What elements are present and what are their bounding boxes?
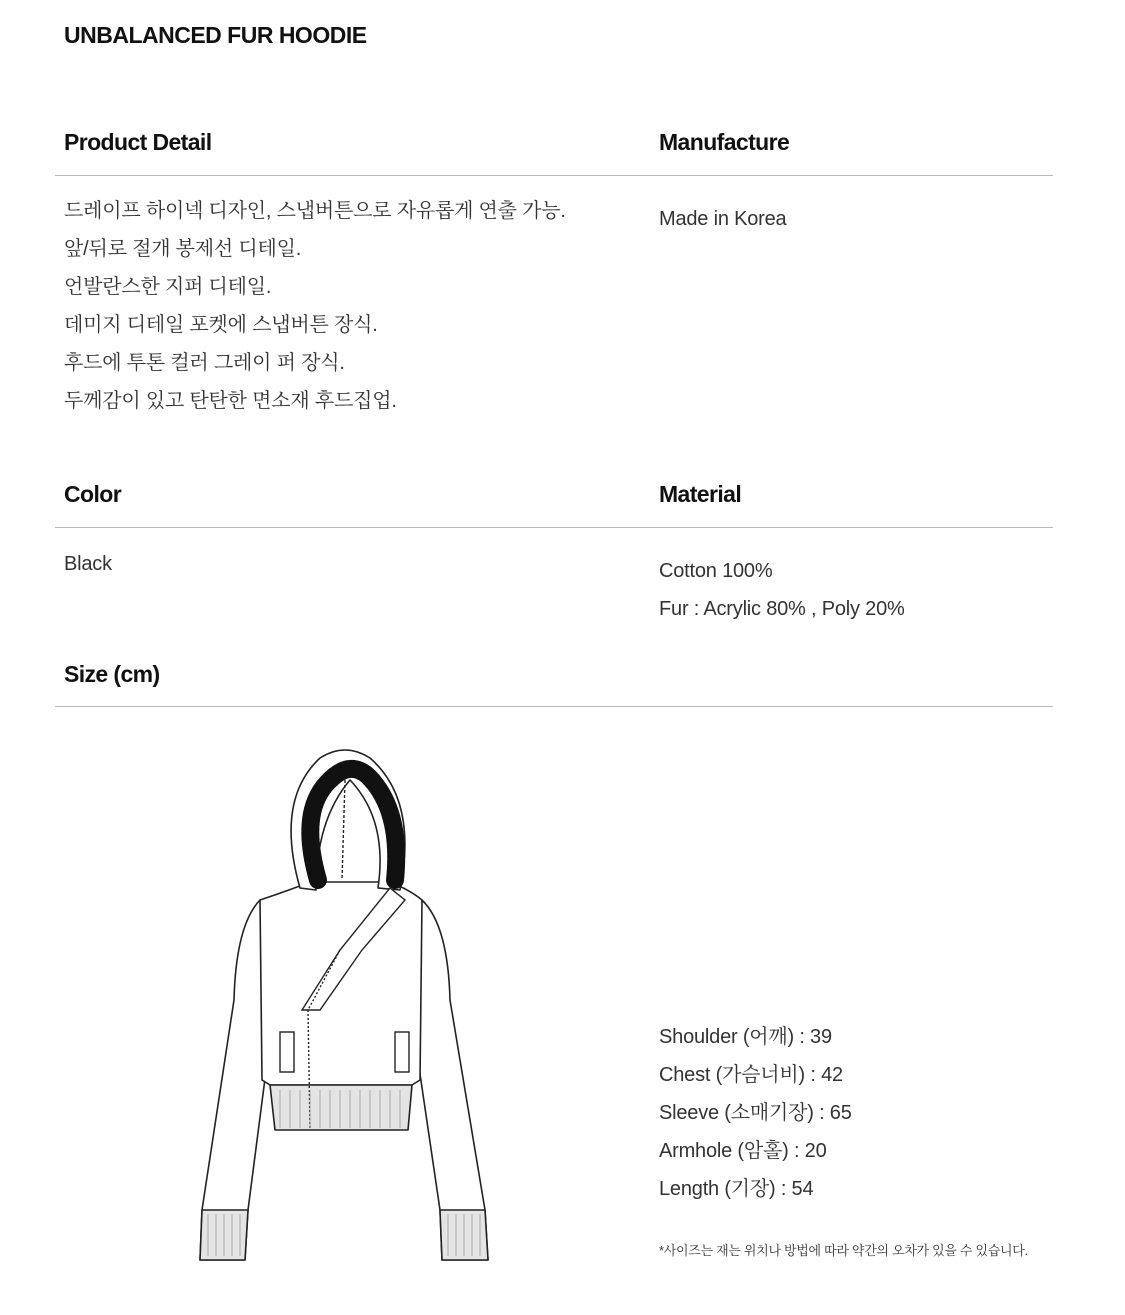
product-detail-line: 앞/뒤로 절개 봉제선 디테일. xyxy=(64,238,302,260)
hoodie-sketch-image xyxy=(190,740,500,1270)
product-detail-line: 드레이프 하이넥 디자인, 스냅버튼으로 자유롭게 연출 가능. xyxy=(64,200,566,222)
material-heading: Material xyxy=(659,481,742,507)
product-detail-line: 데미지 디테일 포켓에 스냅버튼 장식. xyxy=(64,314,378,336)
divider xyxy=(55,527,1053,528)
size-measurement: Sleeve (소매기장) : 65 xyxy=(659,1102,852,1124)
material-list xyxy=(659,552,905,628)
left-sleeve xyxy=(200,900,270,1260)
product-detail-heading: Product Detail xyxy=(64,129,212,155)
product-detail-line: 후드에 투톤 컬러 그레이 퍼 장식. xyxy=(64,352,345,374)
color-heading: Color xyxy=(64,481,122,507)
material-line: Cotton 100% xyxy=(659,560,773,582)
manufacture-value: Made in Korea xyxy=(659,208,787,230)
divider xyxy=(55,706,1053,707)
size-measurement: Length (기장) : 54 xyxy=(659,1178,814,1200)
left-pocket xyxy=(280,1032,294,1072)
divider xyxy=(55,175,1053,176)
manufacture-heading: Manufacture xyxy=(659,129,790,155)
color-value: Black xyxy=(64,553,112,575)
waistband xyxy=(270,1085,412,1130)
size-measurements xyxy=(659,1018,852,1208)
size-heading: Size (cm) xyxy=(64,661,160,687)
product-detail-line: 두께감이 있고 탄탄한 면소재 후드집업. xyxy=(64,390,397,412)
size-measurement: Chest (가슴너비) : 42 xyxy=(659,1064,843,1086)
product-title: UNBALANCED FUR HOODIE xyxy=(64,22,367,48)
right-pocket xyxy=(395,1032,409,1072)
size-measurement: Shoulder (어깨) : 39 xyxy=(659,1026,832,1048)
hood-seam xyxy=(342,780,345,880)
material-line: Fur : Acrylic 80% , Poly 20% xyxy=(659,598,905,620)
product-detail-line: 언발란스한 지퍼 디테일. xyxy=(64,276,272,298)
size-note: *사이즈는 재는 위치나 방법에 따라 약간의 오차가 있을 수 있습니다. xyxy=(659,1243,1028,1258)
right-sleeve xyxy=(415,900,488,1260)
product-detail-list xyxy=(64,192,566,420)
size-measurement: Armhole (암홀) : 20 xyxy=(659,1140,827,1162)
